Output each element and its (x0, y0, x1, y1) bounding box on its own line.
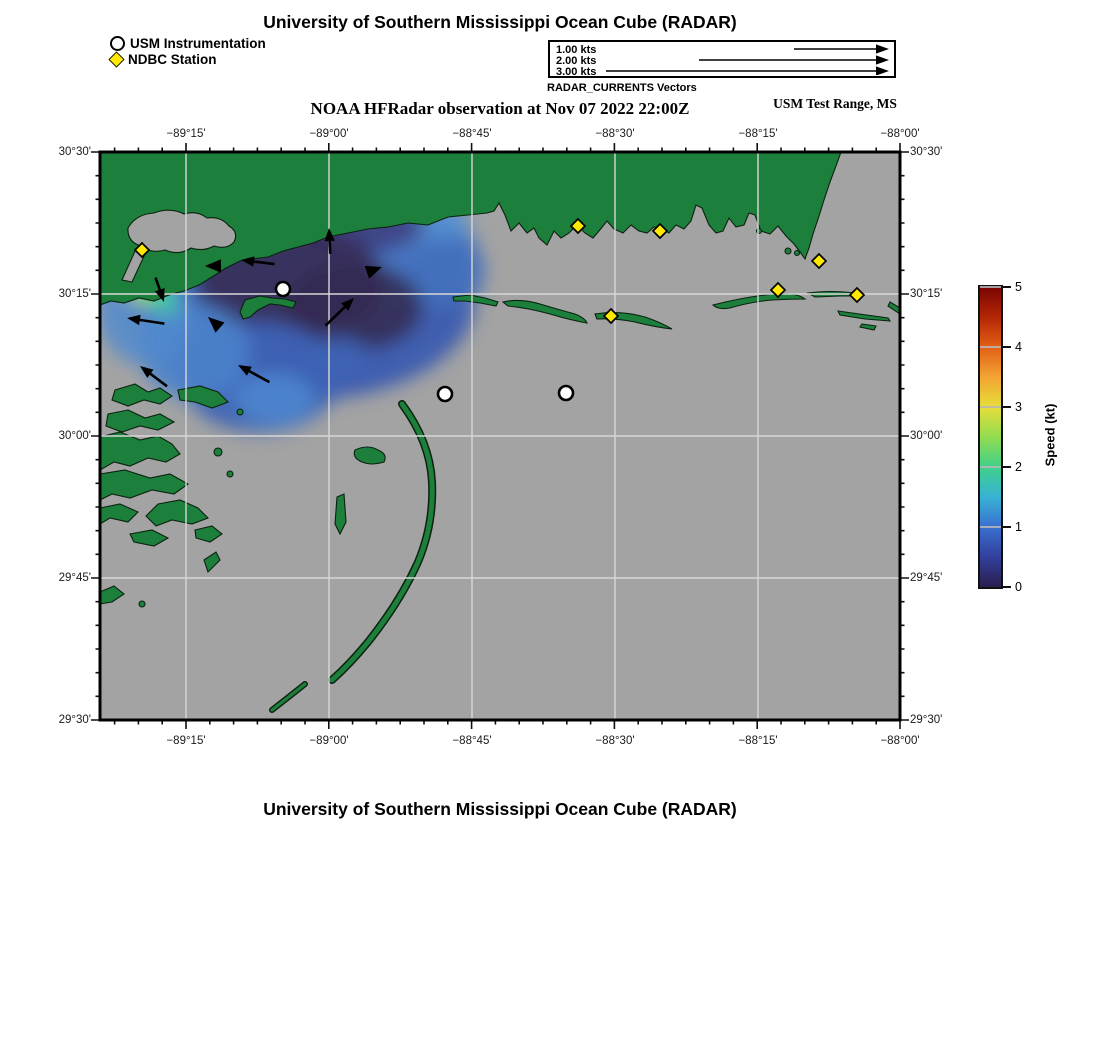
colorbar-tick-label: 4 (1015, 340, 1022, 354)
axis-tick-label: 30°15' (910, 288, 943, 300)
legend-label: NDBC Station (128, 51, 217, 67)
scale-row-label: 1.00 kts (556, 44, 597, 56)
colorbar-tick (1003, 286, 1011, 288)
current-vector-shaft (330, 239, 331, 254)
colorbar-tick-label: 1 (1015, 520, 1022, 534)
colorbar-gridline (980, 406, 1001, 408)
figure-title-bottom: University of Southern Mississippi Ocean Cube (RADAR) (263, 799, 737, 819)
colorbar-gradient (978, 285, 1003, 589)
axis-tick-label: 30°30' (910, 146, 943, 158)
colorbar (976, 280, 1096, 613)
figure-title-top: University of Southern Mississippi Ocean Cube (RADAR) (263, 12, 737, 32)
map-canvas (85, 137, 915, 749)
symbol-legend (110, 36, 266, 67)
colorbar-tick (1003, 526, 1011, 528)
colorbar-gridline (980, 346, 1001, 348)
axis-tick-label: 30°00' (58, 430, 91, 442)
axis-tick-label: −89°00' (309, 735, 349, 747)
axis-tick-label: −88°00' (880, 735, 920, 747)
colorbar-gridline (980, 286, 1001, 288)
axis-tick-label: −88°30' (595, 128, 635, 140)
axis-tick-label: −88°30' (595, 735, 635, 747)
axis-tick-label: −88°45' (452, 735, 492, 747)
axis-tick-label: 30°30' (58, 146, 91, 158)
axis-tick-label: 30°15' (58, 288, 91, 300)
usm-instrumentation-marker[interactable] (438, 387, 452, 401)
usm-instrumentation-marker[interactable] (276, 282, 290, 296)
scale-row-label: 3.00 kts (556, 66, 597, 75)
axis-tick-label: 30°00' (910, 430, 943, 442)
axis-tick-label: −89°00' (309, 128, 349, 140)
diamond-icon (108, 51, 124, 67)
vector-scale-arrows (550, 42, 893, 75)
legend-label: USM Instrumentation (130, 36, 266, 52)
legend-item (110, 36, 266, 52)
scale-arrow-head (876, 44, 889, 53)
usm-instrumentation-marker[interactable] (559, 386, 573, 400)
circle-icon (110, 36, 125, 51)
colorbar-gridline (980, 466, 1001, 468)
axis-tick-label: −88°45' (452, 128, 492, 140)
axis-tick-label: 29°30' (58, 714, 91, 726)
axis-tick-label: −88°00' (880, 128, 920, 140)
colorbar-tick (1003, 466, 1011, 468)
colorbar-tick (1003, 346, 1011, 348)
colorbar-tick (1003, 586, 1011, 588)
legend-item (110, 52, 266, 68)
axis-tick-label: −89°15' (166, 735, 206, 747)
colorbar-tick-label: 0 (1015, 580, 1022, 594)
map-subtitle: NOAA HFRadar observation at Nov 07 2022 22:00Z (310, 99, 690, 118)
colorbar-tick-label: 3 (1015, 400, 1022, 414)
axis-tick-label: 29°45' (58, 572, 91, 584)
axis-tick-label: 29°30' (910, 714, 943, 726)
axis-tick-label: −88°15' (738, 128, 778, 140)
colorbar-tick-label: 5 (1015, 280, 1022, 294)
colorbar-tick (1003, 406, 1011, 408)
axis-tick-label: 29°45' (910, 572, 943, 584)
colorbar-gridline (980, 526, 1001, 528)
colorbar-label: Speed (kt) (1042, 403, 1058, 467)
scale-arrow-head (876, 55, 889, 64)
map (58, 128, 1005, 757)
range-label: USM Test Range, MS (773, 96, 897, 111)
vector-scale-caption: RADAR_CURRENTS Vectors (547, 82, 697, 94)
colorbar-tick-label: 2 (1015, 460, 1022, 474)
scale-row-label: 2.00 kts (556, 55, 597, 67)
vector-scale-box (548, 40, 896, 78)
axis-tick-label: −89°15' (166, 128, 206, 140)
scale-arrow-head (876, 66, 889, 75)
axis-tick-label: −88°15' (738, 735, 778, 747)
